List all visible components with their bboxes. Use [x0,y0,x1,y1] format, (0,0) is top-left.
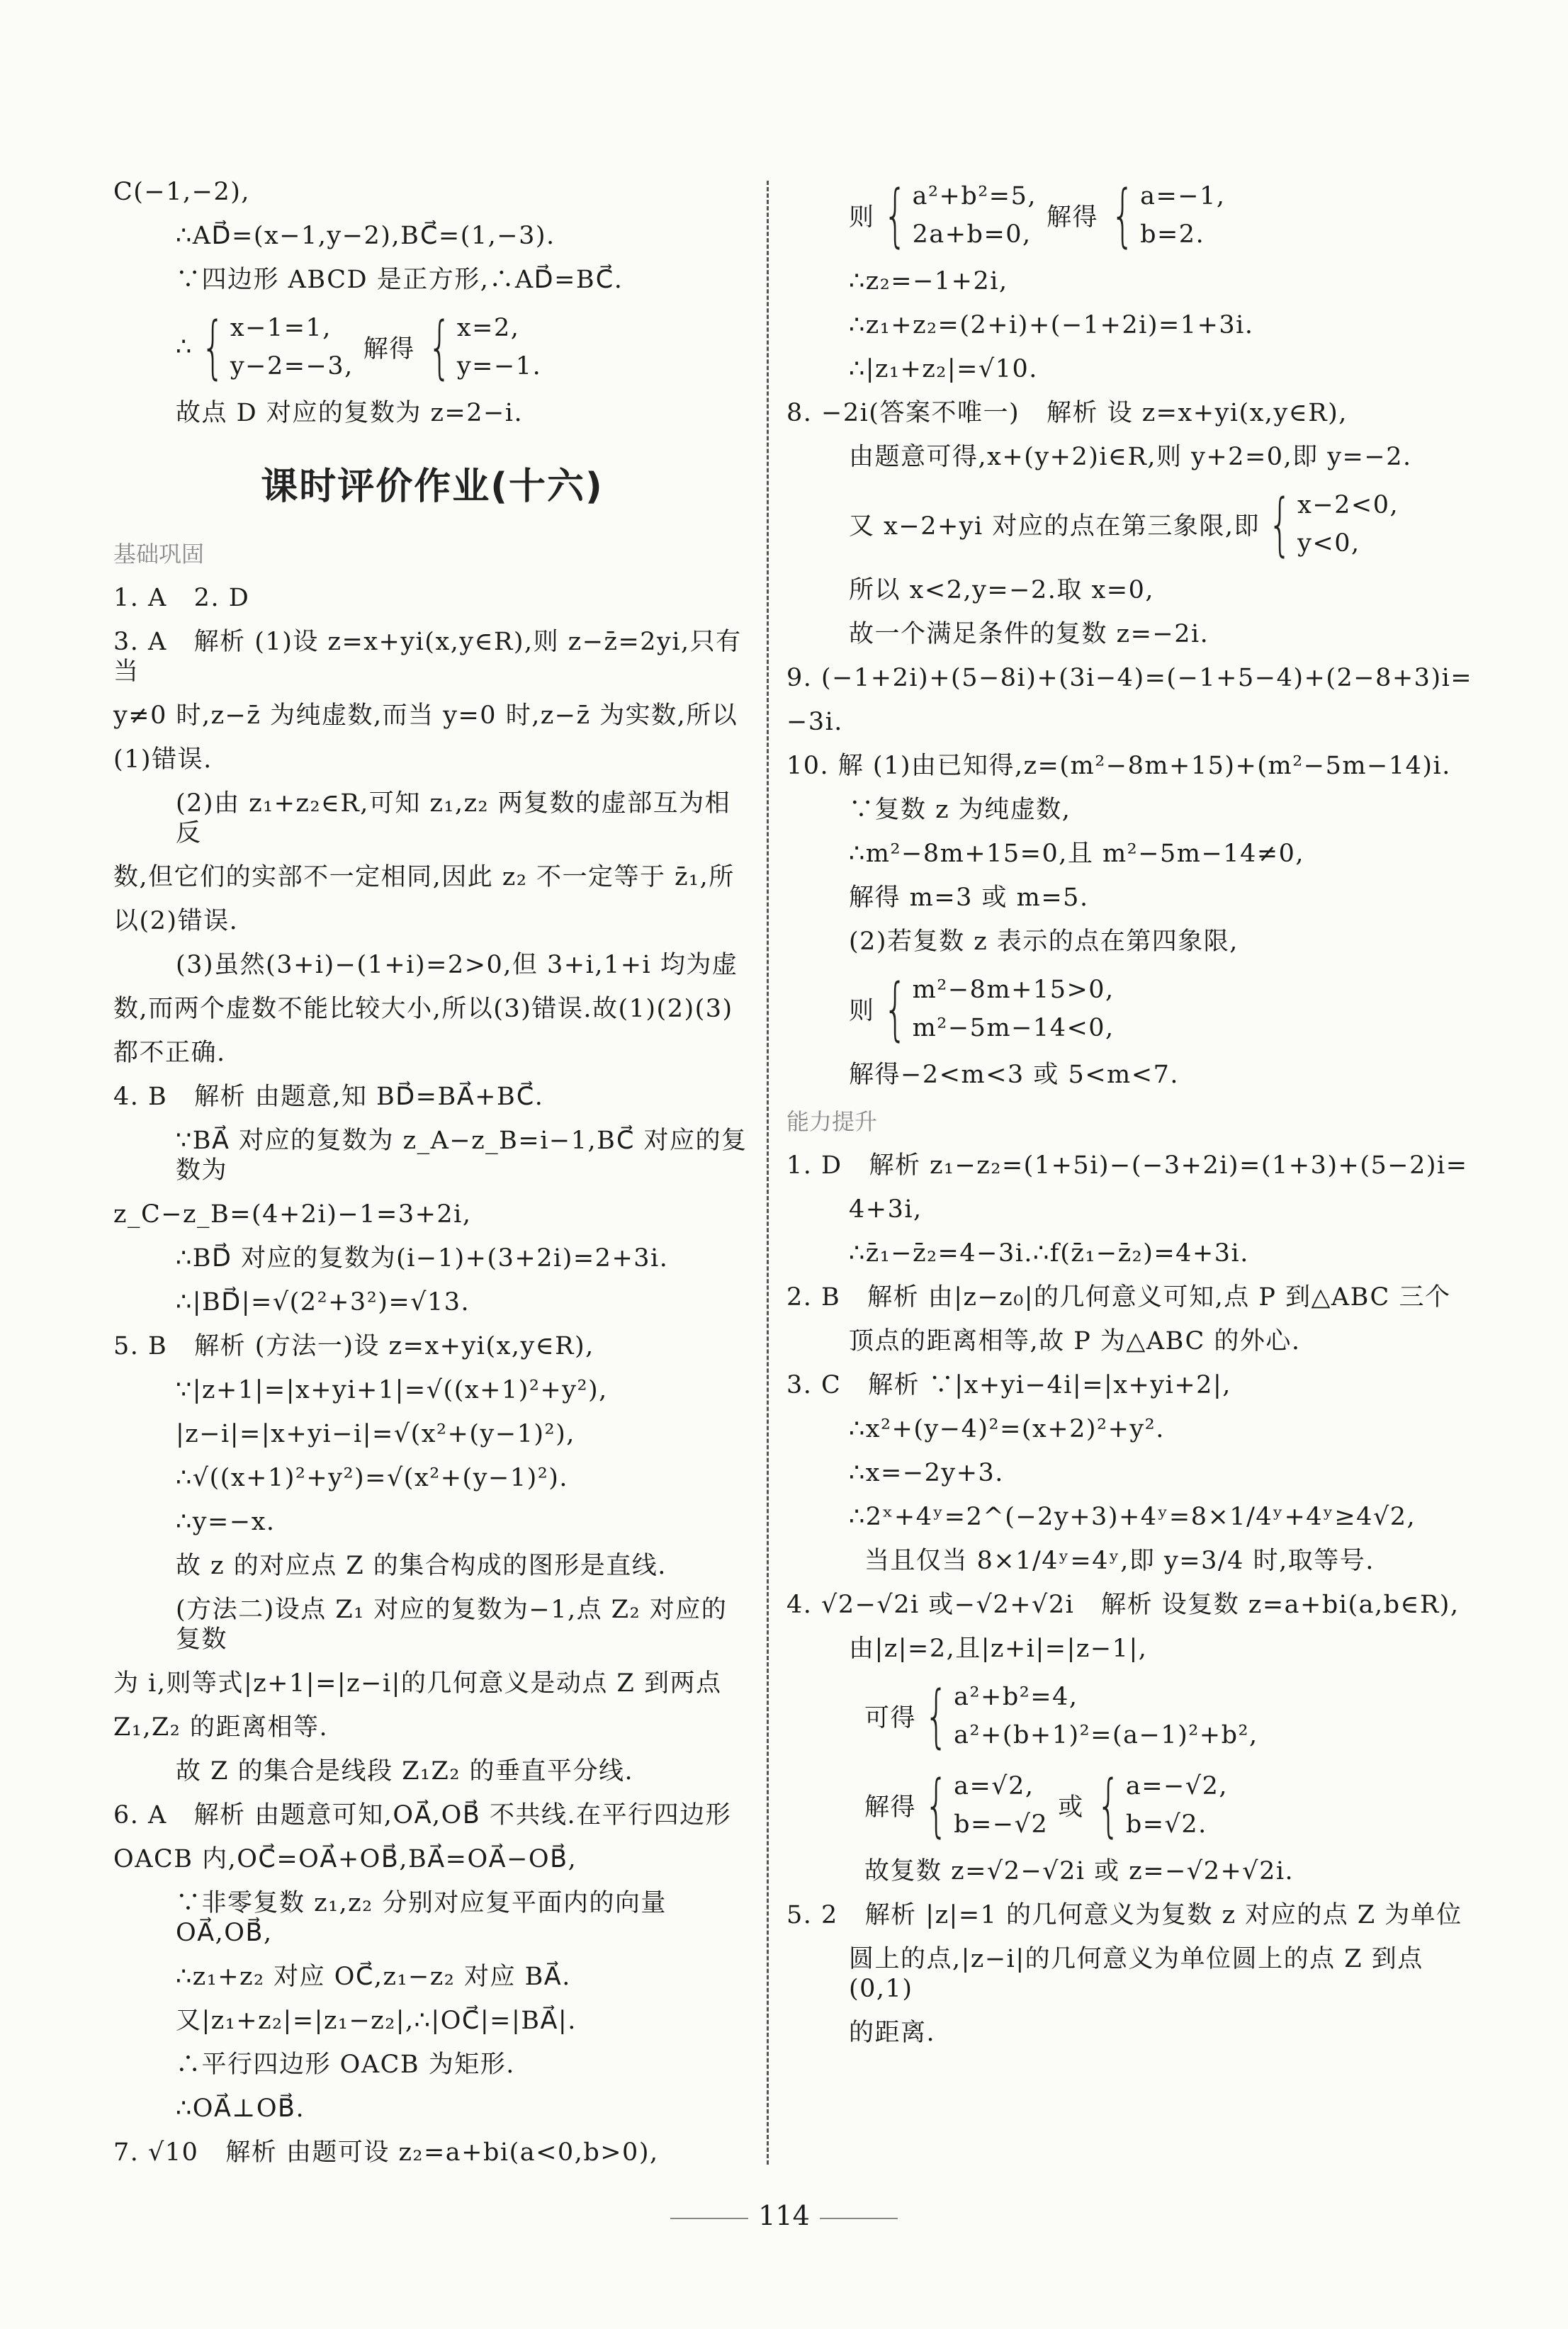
system-row: m²−8m+15>0, [912,976,1115,1004]
sub-heading-advanced: 能力提升 [786,1108,878,1135]
system-connector: 解得 [1046,203,1098,232]
system-lead: 则 [849,997,875,1025]
system-row: y<0, [1297,529,1360,558]
brace-icon: { [883,969,907,1049]
brace-icon: { [1110,176,1135,255]
answer-line: 4+3i, [849,1195,923,1224]
answer-line: 都不正确. [113,1039,226,1067]
answer-line: (3)虽然(3+i)−(1+i)=2>0,但 3+i,1+i 均为虚 [176,951,738,979]
system-lead: 解得 [864,1793,917,1822]
answer-line: ∴z̄₁−z̄₂=4−3i.∴f(z̄₁−z̄₂)=4+3i. [849,1239,1249,1268]
footer-rule [670,2218,748,2219]
text-line: C(−1,−2), [113,178,251,206]
column-divider [767,181,769,2165]
brace-icon: { [1268,485,1292,564]
sub-heading-basic: 基础巩固 [113,541,205,568]
text-line: ∵四边形 ABCD 是正方形,∴AD⃗=BC⃗. [176,266,624,294]
answer-line: −3i. [786,708,843,736]
answer-line: 解得 m=3 或 m=5. [849,884,1089,912]
answer-line: 故一个满足条件的复数 z=−2i. [849,620,1209,648]
answer-line: ∴z₂=−1+2i, [849,267,1008,295]
answer-line: 9. (−1+2i)+(5−8i)+(3i−4)=(−1+5−4)+(2−8+3)i= [786,664,1473,692]
text-line: 故点 D 对应的复数为 z=2−i. [176,399,524,427]
system-row: x=2, [456,314,520,342]
answer-line: 顶点的距离相等,故 P 为△ABC 的外心. [849,1327,1301,1355]
system-lead: ∴ [176,333,193,361]
answer-line: (2)由 z₁+z₂∈R,可知 z₁,z₂ 两复数的虚部互为相反 [176,789,731,847]
system-row: b=2. [1140,220,1205,249]
system-row: x−2<0, [1297,491,1399,519]
brace-icon: { [201,308,225,387]
answer-line: ∴y=−x. [176,1508,276,1536]
brace-icon: { [1096,1766,1121,1845]
answer-line: |z−i|=|x+yi−i|=√(x²+(y−1)²), [176,1420,575,1448]
answer-line: 1. D 解析 z₁−z₂=(1+5i)−(−3+2i)=(1+3)+(5−2)i= [786,1151,1468,1180]
answer-line: 故复数 z=√2−√2i 或 z=−√2+√2i. [864,1857,1295,1885]
left-column [113,177,751,2182]
answer-line: 3. A 解析 (1)设 z=x+yi(x,y∈R),则 z−z̄=2yi,只有当 [113,628,742,686]
system-row: x−1=1, [230,314,332,342]
answer-line: 圆上的点,|z−i|的几何意义为单位圆上的点 Z 到点(0,1) [849,1945,1423,2003]
brace-icon: { [924,1676,949,1756]
answer-line: ∴x=−2y+3. [849,1459,1004,1487]
system-row: b=−√2 [954,1810,1049,1839]
answer-line: ∴2ˣ+4ʸ=2^(−2y+3)+4ʸ=8×1/4ʸ+4ʸ≥4√2, [849,1503,1416,1531]
system-connector: 解得 [363,335,415,363]
system-row: a=√2, [954,1772,1034,1800]
equation-system [786,971,1481,1047]
answer-line: ∴OA⃗⊥OB⃗. [176,2094,305,2123]
answer-line: 数,而两个虚数不能比较大小,所以(3)错误.故(1)(2)(3) [113,995,733,1023]
answer-line: ∴|BD⃗|=√(2²+3²)=√13. [176,1288,470,1316]
answer-line: 6. A 解析 由题意可知,OA⃗,OB⃗ 不共线.在平行四边形 [113,1801,732,1829]
system-connector: 或 [1058,1793,1084,1822]
answer-line: (1)错误. [113,745,213,774]
equation-system [786,486,1481,563]
equation-system [786,177,1481,254]
answer-line: ∵|z+1|=|x+yi+1|=√((x+1)²+y²), [176,1376,608,1404]
system-lead: 可得 [864,1704,917,1732]
page-number: 114 [758,2200,810,2231]
system-row: a²+b²=5, [912,182,1037,210]
answer-line: y≠0 时,z−z̄ 为纯虚数,而当 y=0 时,z−z̄ 为实数,所以 [113,701,738,730]
equation-system [786,1767,1481,1844]
answer-line: 5. B 解析 (方法一)设 z=x+yi(x,y∈R), [113,1332,594,1360]
answer-line: ∴z₁+z₂=(2+i)+(−1+2i)=1+3i. [849,311,1254,339]
text-line: ∴AD⃗=(x−1,y−2),BC⃗=(1,−3). [176,222,555,250]
system-row: a=−√2, [1125,1772,1229,1800]
answer-line: (方法二)设点 Z₁ 对应的复数为−1,点 Z₂ 对应的复数 [176,1596,728,1654]
system-row: 2a+b=0, [912,220,1032,249]
system-lead: 则 [849,203,875,232]
answer-line: 3. C 解析 ∵|x+yi−4i|=|x+yi+2|, [786,1371,1231,1399]
answer-line: 的距离. [849,2019,936,2047]
answer-line: ∴BD⃗ 对应的复数为(i−1)+(3+2i)=2+3i. [176,1244,669,1273]
answer-line: ∵复数 z 为纯虚数, [849,796,1071,824]
answer-line: (2)若复数 z 表示的点在第四象限, [849,927,1239,956]
answer-line: 7. √10 解析 由题可设 z₂=a+bi(a<0,b>0), [113,2138,659,2167]
system-row: a²+b²=4, [954,1683,1078,1711]
answer-line: 又|z₁+z₂|=|z₁−z₂|,∴|OC⃗|=|BA⃗|. [176,2007,577,2035]
brace-icon: { [924,1766,949,1845]
answer-line: 故 Z 的集合是线段 Z₁Z₂ 的垂直平分线. [176,1757,634,1786]
brace-icon: { [427,308,452,387]
answer-line: 数,但它们的实部不一定相同,因此 z₂ 不一定等于 z̄₁,所 [113,863,735,891]
answer-line: 10. 解 (1)由已知得,z=(m²−8m+15)+(m²−5m−14)i. [786,752,1451,780]
answer-line: 2. B 解析 由|z−z₀|的几何意义可知,点 P 到△ABC 三个 [786,1283,1451,1312]
answer-line: Z₁,Z₂ 的距离相等. [113,1713,329,1742]
system-lead: 又 x−2+yi 对应的点在第三象限,即 [849,512,1260,541]
answer-line: 所以 x<2,y=−2.取 x=0, [849,576,1154,604]
answer-line: ∴m²−8m+15=0,且 m²−5m−14≠0, [849,840,1305,868]
right-column [786,177,1481,2062]
answer-line: 以(2)错误. [113,907,239,935]
answer-line: 8. −2i(答案不唯一) 解析 设 z=x+yi(x,y∈R), [786,399,1348,427]
answer-line: 故 z 的对应点 Z 的集合构成的图形是直线. [176,1552,667,1580]
answer-line: 为 i,则等式|z+1|=|z−i|的几何意义是动点 Z 到两点 [113,1669,722,1698]
answer-line: ∴平行四边形 OACB 为矩形. [176,2051,515,2079]
answer-line: ∴z₁+z₂ 对应 OC⃗,z₁−z₂ 对应 BA⃗. [176,1963,571,1991]
answer-line: 当且仅当 8×1/4ʸ=4ʸ,即 y=3/4 时,取等号. [864,1547,1375,1575]
footer-rule [820,2218,898,2219]
answer-line: 1. A 2. D [113,584,250,612]
answer-line: OACB 内,OC⃗=OA⃗+OB⃗,BA⃗=OA⃗−OB⃗, [113,1845,577,1873]
section-title: 课时评价作业(十六) [261,466,604,508]
answer-line: ∴x²+(y−4)²=(x+2)²+y². [849,1415,1165,1443]
brace-icon: { [883,176,907,255]
answer-line: 5. 2 解析 |z|=1 的几何意义为复数 z 对应的点 Z 为单位 [786,1901,1462,1929]
answer-line: 由|z|=2,且|z+i|=|z−1|, [849,1635,1148,1663]
answer-line: ∵BA⃗ 对应的复数为 z_A−z_B=i−1,BC⃗ 对应的复数为 [176,1127,748,1185]
equation-system [113,309,751,385]
answer-line: z_C−z_B=(4+2i)−1=3+2i, [113,1200,472,1229]
equation-system [786,1678,1481,1754]
answer-line: ∵非零复数 z₁,z₂ 分别对应复平面内的向量 OA⃗,OB⃗, [176,1889,676,1947]
system-row: b=√2. [1125,1810,1207,1839]
answer-line: 由题意可得,x+(y+2)i∈R,则 y+2=0,即 y=−2. [849,443,1412,471]
system-row: y−2=−3, [230,352,354,380]
system-row: a=−1, [1140,182,1226,210]
system-row: a²+(b+1)²=(a−1)²+b², [954,1721,1258,1749]
answer-line: 4. B 解析 由题意,知 BD⃗=BA⃗+BC⃗. [113,1083,544,1111]
answer-line: ∴|z₁+z₂|=√10. [849,355,1038,383]
system-row: m²−5m−14<0, [912,1014,1115,1042]
page-footer [0,2200,1568,2231]
answer-line: ∴√((x+1)²+y²)=√(x²+(y−1)²). [176,1464,569,1492]
answer-line: 4. √2−√2i 或−√2+√2i 解析 设复数 z=a+bi(a,b∈R), [786,1591,1460,1619]
answer-line: 解得−2<m<3 或 5<m<7. [849,1061,1179,1089]
system-row: y=−1. [456,352,542,380]
